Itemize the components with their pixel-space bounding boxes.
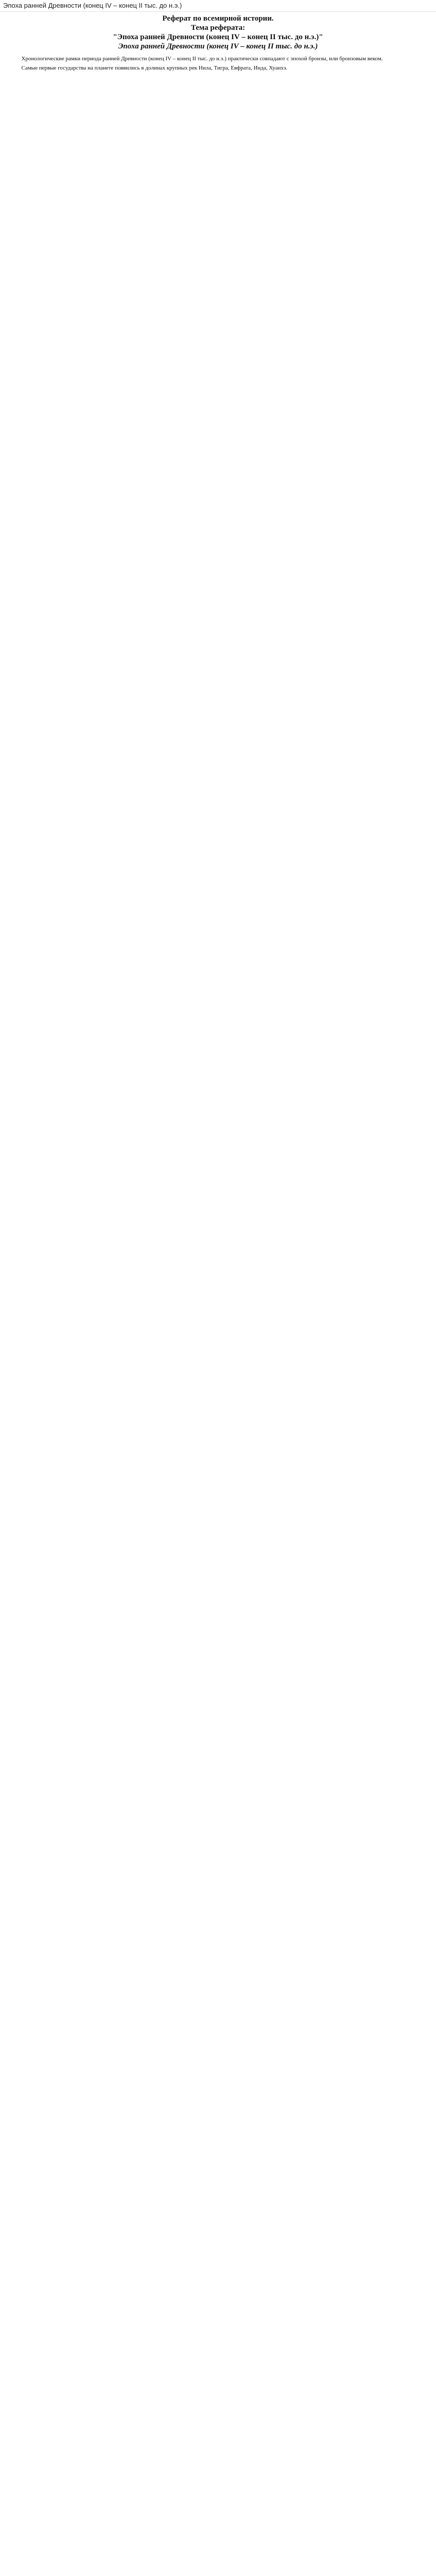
section-heading: Эпоха ранней Древности (конец IV – конец II тыс. до н.э.) [118, 42, 318, 50]
document-body [9, 12, 427, 72]
report-title: Реферат по всемирной истории. [162, 14, 274, 23]
paragraph: Хронологические рамки периода ранней Древности (конец IV – конец II тыс. до н.э.) практически совпадают с эпохой бронзы, или бронзовым веком. [21, 56, 383, 62]
document-header [9, 14, 427, 51]
paragraph-list [9, 55, 427, 72]
window-title: Эпоха ранней Древности (конец IV – конец II тыс. до н.э.) [0, 0, 436, 12]
paragraph: Самые первые государства на планете появились в долинах крупных рек Нила, Тигра, Евфрата, Инда, Хуанхэ. [21, 65, 288, 71]
report-topic-label: Тема реферата: [190, 24, 246, 32]
report-topic: "Эпоха ранней Древности (конец IV – конец II тыс. до н.э.)" [113, 33, 323, 41]
